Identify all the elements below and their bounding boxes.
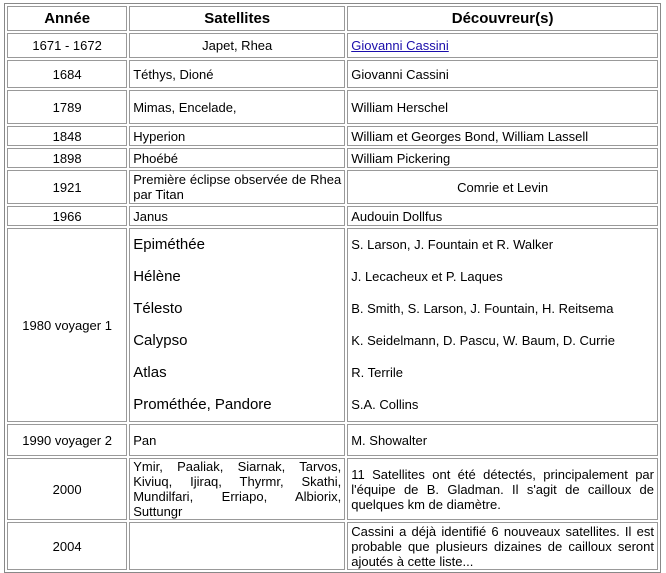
satellites-cell: Pan bbox=[129, 424, 345, 456]
discoverer-item: R. Terrile bbox=[351, 365, 403, 380]
table-row bbox=[7, 126, 658, 146]
discoverer-cell: 11 Satellites ont été détectés, principalement par l'équipe de B. Gladman. Il s'agit de cailloux de quelques km de diamètre. bbox=[347, 458, 658, 520]
header-year: Année bbox=[7, 6, 127, 31]
discoverer-cell: Comrie et Levin bbox=[347, 170, 658, 204]
table-row bbox=[7, 60, 658, 88]
table-row bbox=[7, 33, 658, 58]
satellites-cell: Japet, Rhea bbox=[129, 33, 345, 58]
discoverer-cell: Audouin Dollfus bbox=[347, 206, 658, 226]
satellites-cell: Hyperion bbox=[129, 126, 345, 146]
satellites-cell: Phoébé bbox=[129, 148, 345, 168]
year-cell: 1789 bbox=[7, 90, 127, 124]
discoverer-cell: William Pickering bbox=[347, 148, 658, 168]
satellite-item: Prométhée, Pandore bbox=[133, 396, 272, 413]
discoverer-cell: Cassini a déjà identifié 6 nouveaux satellites. Il est probable que plusieurs dizaines de cailloux seront ajoutés à cette liste... bbox=[347, 522, 658, 570]
discoverer-cell bbox=[347, 33, 658, 58]
table-row bbox=[7, 458, 658, 520]
satellite-item: Calypso bbox=[133, 332, 188, 349]
discoverer-cell: William et Georges Bond, William Lassell bbox=[347, 126, 658, 146]
satellite-item: Epiméthée bbox=[133, 236, 205, 253]
discoverer-item: B. Smith, S. Larson, J. Fountain, H. Reitsema bbox=[351, 301, 614, 316]
discoverer-item: S.A. Collins bbox=[351, 397, 419, 412]
satellites-cell: Téthys, Dioné bbox=[129, 60, 345, 88]
year-cell: 1671 - 1672 bbox=[7, 33, 127, 58]
satellite-item: Atlas bbox=[133, 364, 167, 381]
table-row bbox=[7, 148, 658, 168]
discoverer-item: J. Lecacheux et P. Laques bbox=[351, 269, 503, 284]
table-row bbox=[7, 170, 658, 204]
discoverer-cell: M. Showalter bbox=[347, 424, 658, 456]
year-cell: 1966 bbox=[7, 206, 127, 226]
year-cell: 1898 bbox=[7, 148, 127, 168]
table-row bbox=[7, 522, 658, 570]
header-satellites: Satellites bbox=[129, 6, 345, 31]
discoverer-item: K. Seidelmann, D. Pascu, W. Baum, D. Currie bbox=[351, 333, 615, 348]
year-cell: 1684 bbox=[7, 60, 127, 88]
satellites-cell: Janus bbox=[129, 206, 345, 226]
year-cell: 1921 bbox=[7, 170, 127, 204]
table-row bbox=[7, 424, 658, 456]
table-row bbox=[7, 228, 658, 422]
discoverer-cell: William Herschel bbox=[347, 90, 658, 124]
year-cell: 2000 bbox=[7, 458, 127, 520]
discoverer-cell bbox=[347, 228, 658, 422]
header-row bbox=[7, 6, 658, 31]
year-cell: 2004 bbox=[7, 522, 127, 570]
year-cell: 1848 bbox=[7, 126, 127, 146]
satellite-item: Hélène bbox=[133, 268, 181, 285]
discoverer-link[interactable]: Giovanni Cassini bbox=[351, 38, 449, 53]
discoverer-item: S. Larson, J. Fountain et R. Walker bbox=[351, 237, 554, 252]
satellites-cell: Mimas, Encelade, bbox=[129, 90, 345, 124]
satellites-cell bbox=[129, 228, 345, 422]
header-discoverer: Découvreur(s) bbox=[347, 6, 658, 31]
satellites-cell bbox=[129, 522, 345, 570]
table-row bbox=[7, 90, 658, 124]
year-cell: 1990 voyager 2 bbox=[7, 424, 127, 456]
satellites-cell: Première éclipse observée de Rhea par Titan bbox=[129, 170, 345, 204]
satellite-item: Télesto bbox=[133, 300, 183, 317]
table-row bbox=[7, 206, 658, 226]
satellites-cell: Ymir, Paaliak, Siarnak, Tarvos, Kiviuq, Ijiraq, Thyrmr, Skathi, Mundilfari, Erriapo, Albiorix, Suttungr bbox=[129, 458, 345, 520]
year-cell: 1980 voyager 1 bbox=[7, 228, 127, 422]
satellites-table bbox=[4, 3, 661, 573]
discoverer-cell: Giovanni Cassini bbox=[347, 60, 658, 88]
